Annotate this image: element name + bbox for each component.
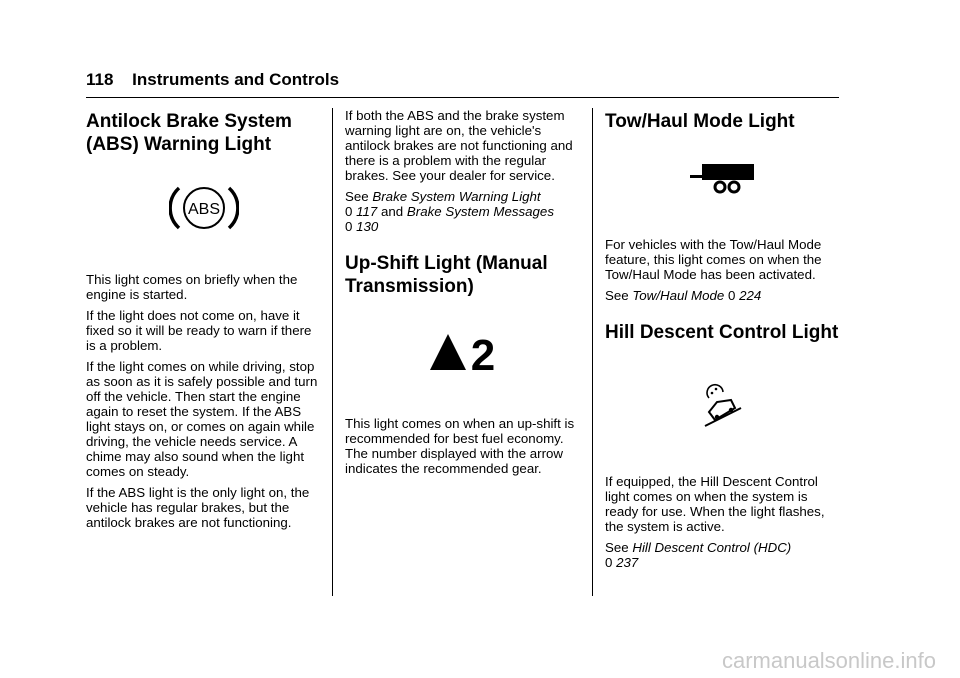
- see-label: See: [345, 189, 369, 204]
- upshift-icon-container: [345, 298, 581, 406]
- hill-descent-paragraph: If equipped, the Hill Descent Control light comes on when the system is ready for use. When the light flashes, the system is active.: [605, 474, 825, 534]
- abs-heading: Antilock Brake System (ABS) Warning Light: [86, 111, 292, 155]
- page-number: 118: [86, 70, 114, 89]
- ref-towhaul-page[interactable]: 224: [739, 288, 762, 303]
- and-label: and: [381, 204, 404, 219]
- abs-icon-container: [86, 156, 322, 260]
- upshift-gear-number: 2: [470, 331, 496, 374]
- hill-descent-heading: Hill Descent Control Light: [605, 322, 839, 343]
- watermark: carmanualsonline.info: [721, 648, 936, 673]
- upshift-arrow-icon: [428, 330, 498, 374]
- hill-descent-icon: [701, 380, 745, 428]
- ref-brake-messages-page[interactable]: 130: [356, 219, 379, 234]
- abs-brake-paragraph: If both the ABS and the brake system warning light are on, the vehicle's antilock brakes are not functioning and there is a problem with the regular brakes. See your dealer for service.: [345, 108, 573, 183]
- see-also-hill-descent: [605, 540, 841, 570]
- see-also-brakes: [345, 189, 581, 234]
- column-divider-2: [592, 108, 593, 596]
- column-1: [86, 108, 322, 536]
- abs-paragraph-3: If the light comes on while driving, stop as soon as it is safely possible and turn off the vehicle. Then start the engine again to reset the system. If the ABS light stays on, or comes on again while driving, the vehicle needs service. A chime may also sound when the light comes on steady.: [86, 359, 318, 479]
- see-label: See: [605, 288, 629, 303]
- page-header: [86, 70, 339, 90]
- see-label: See: [605, 540, 629, 555]
- towhaul-heading: Tow/Haul Mode Light: [605, 111, 795, 132]
- abs-paragraph-2: If the light does not come on, have it fixed so it will be ready to warn if there is a problem.: [86, 308, 312, 353]
- ref-symbol: 0: [345, 204, 353, 219]
- towhaul-paragraph: For vehicles with the Tow/Haul Mode feature, this light comes on when the Tow/Haul Mode has been activated.: [605, 237, 822, 282]
- ref-brake-warning-link[interactable]: Brake System Warning Light: [372, 189, 541, 204]
- abs-paragraph-4: If the ABS light is the only light on, the vehicle has regular brakes, but the antilock brakes are not functioning.: [86, 485, 310, 530]
- hill-descent-icon-container: [605, 344, 841, 464]
- column-divider-1: [332, 108, 333, 596]
- upshift-paragraph: This light comes on when an up-shift is recommended for best fuel economy. The number displayed with the arrow indicates the recommended gear.: [345, 416, 575, 476]
- abs-warning-icon: [169, 182, 239, 234]
- ref-brake-messages-link[interactable]: Brake System Messages: [406, 204, 554, 219]
- see-also-towhaul: [605, 288, 841, 303]
- section-title: Instruments and Controls: [132, 70, 340, 89]
- ref-towhaul-link[interactable]: Tow/Haul Mode: [632, 288, 725, 303]
- ref-hdc-page[interactable]: 237: [616, 555, 639, 570]
- header-rule: [86, 97, 839, 98]
- column-2: [345, 108, 581, 482]
- ref-symbol: 0: [605, 555, 613, 570]
- abs-icon-text: ABS: [187, 201, 221, 218]
- upshift-heading: Up-Shift Light (Manual Transmission): [345, 253, 548, 297]
- column-3: [605, 108, 841, 576]
- abs-paragraph-1: This light comes on briefly when the engine is started.: [86, 272, 298, 302]
- ref-brake-warning-page[interactable]: 117: [356, 204, 378, 219]
- trailer-icon: [688, 162, 758, 198]
- ref-symbol: 0: [727, 288, 736, 303]
- ref-symbol: 0: [345, 219, 353, 234]
- ref-hdc-link[interactable]: Hill Descent Control (HDC): [632, 540, 792, 555]
- towhaul-icon-container: [605, 133, 841, 227]
